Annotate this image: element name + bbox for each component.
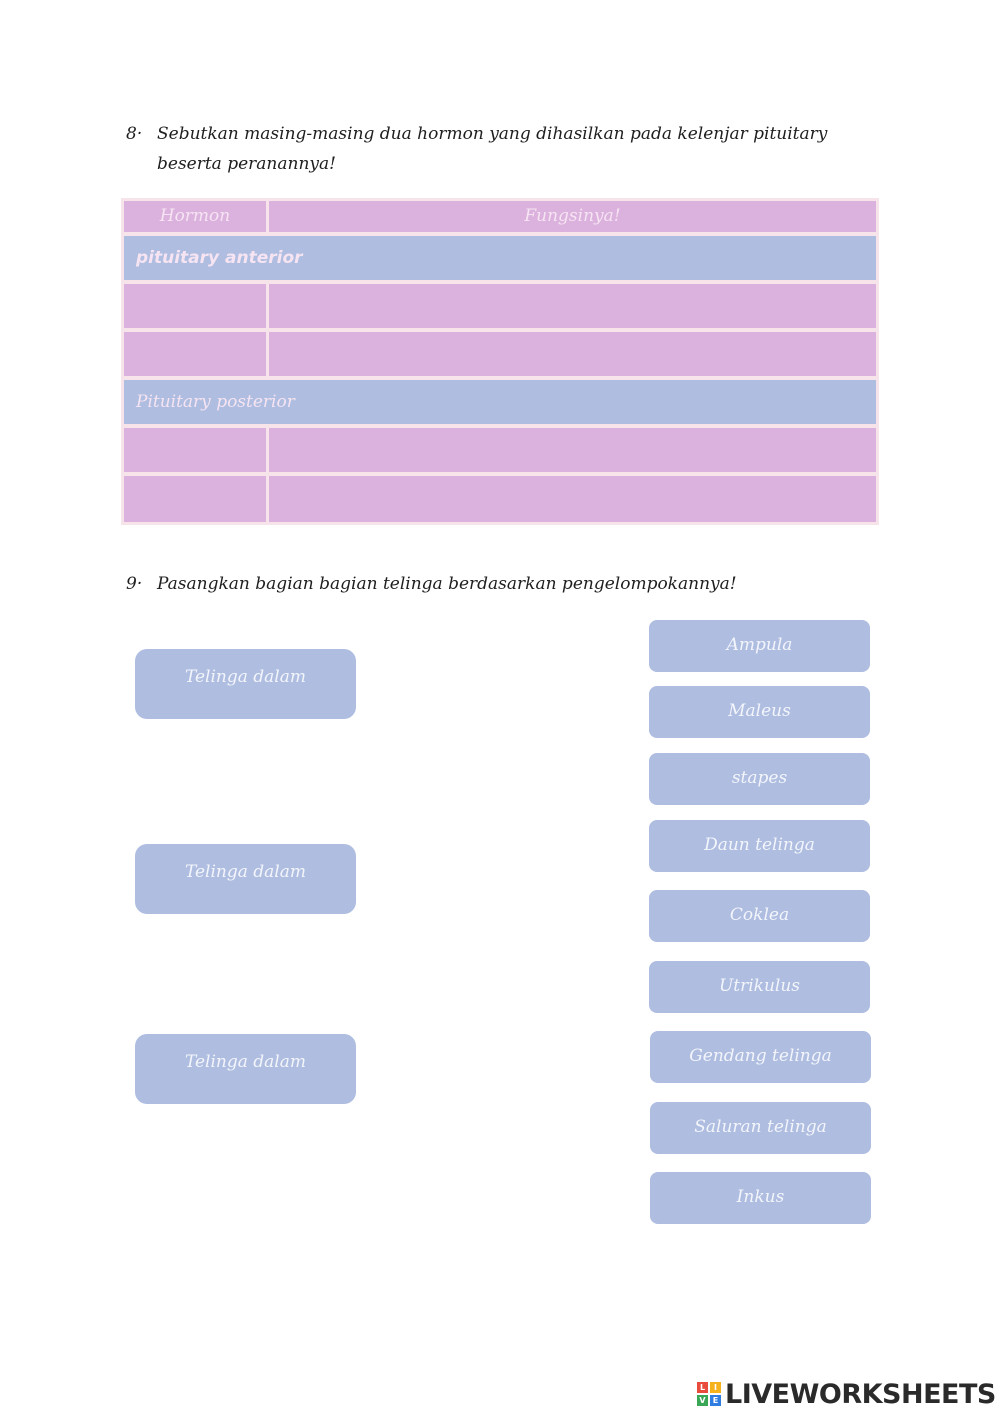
input-fungsi-posterior-1[interactable] [269, 428, 876, 472]
match-option-coklea[interactable]: Coklea [649, 890, 870, 942]
question-number: 9· [126, 574, 143, 594]
header-fungsinya: Fungsinya! [269, 201, 876, 232]
match-option-gendang-telinga[interactable]: Gendang telinga [650, 1031, 871, 1083]
match-option-inkus[interactable]: Inkus [650, 1172, 871, 1224]
match-option-utrikulus[interactable]: Utrikulus [649, 961, 870, 1013]
input-fungsi-anterior-1[interactable] [269, 284, 876, 328]
question-text-continued: beserta peranannya! [157, 154, 336, 174]
section-pituitary-anterior: pituitary anterior [124, 236, 876, 280]
match-option-daun-telinga[interactable]: Daun telinga [649, 820, 870, 872]
question-text: Sebutkan masing-masing dua hormon yang dihasilkan pada kelenjar pituitary [157, 124, 828, 144]
section-pituitary-posterior: Pituitary posterior [124, 380, 876, 424]
logo-text: LIVEWORKSHEETS [725, 1378, 996, 1410]
match-target-telinga-dalam[interactable]: Telinga dalam [135, 844, 356, 914]
match-option-ampula[interactable]: Ampula [649, 620, 870, 672]
match-option-maleus[interactable]: Maleus [649, 686, 870, 738]
question-8 [126, 124, 827, 174]
input-hormon-posterior-1[interactable] [124, 428, 266, 472]
question-text: Pasangkan bagian bagian telinga berdasarkan pengelompokannya! [157, 574, 737, 594]
input-hormon-posterior-2[interactable] [124, 476, 266, 522]
match-target-telinga-dalam[interactable]: Telinga dalam [135, 1034, 356, 1104]
liveworksheets-logo [697, 1378, 996, 1410]
match-option-stapes[interactable]: stapes [649, 753, 870, 805]
question-9 [126, 574, 737, 594]
input-hormon-anterior-2[interactable] [124, 332, 266, 376]
header-hormon: Hormon [124, 201, 266, 232]
hormone-table [121, 198, 879, 525]
input-hormon-anterior-1[interactable] [124, 284, 266, 328]
match-target-telinga-dalam[interactable]: Telinga dalam [135, 649, 356, 719]
input-fungsi-posterior-2[interactable] [269, 476, 876, 522]
input-fungsi-anterior-2[interactable] [269, 332, 876, 376]
logo-mark-icon: L I V E [697, 1382, 721, 1406]
question-number: 8· [126, 124, 143, 144]
match-option-saluran-telinga[interactable]: Saluran telinga [650, 1102, 871, 1154]
